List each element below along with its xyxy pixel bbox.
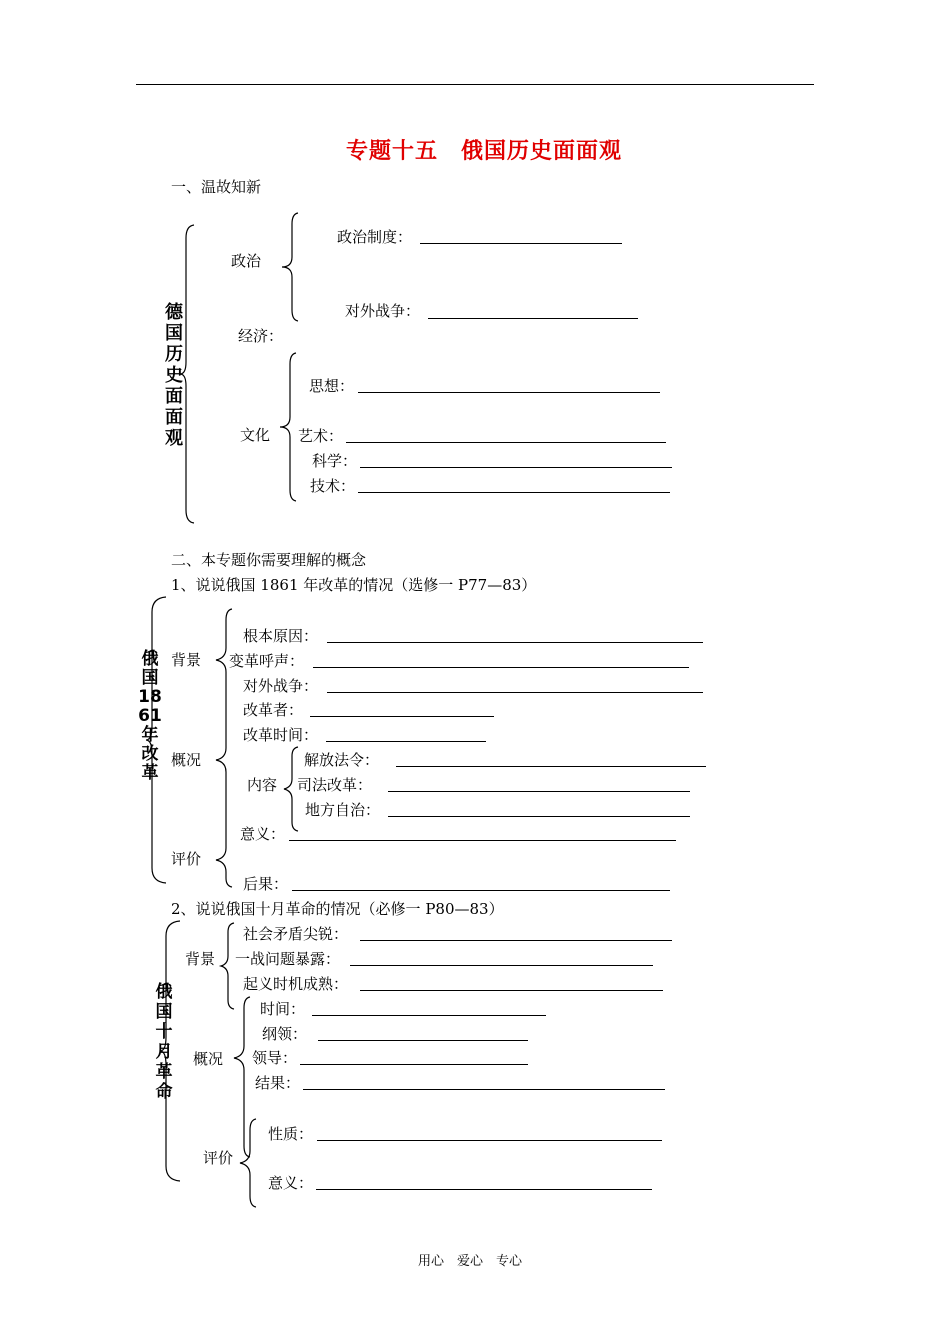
q2-evaluation-brace [238, 1118, 258, 1208]
reform-time-blank[interactable] [326, 741, 486, 742]
technology-label: 技术： [310, 477, 356, 495]
significance-1861-label: 意义： [240, 825, 286, 843]
local-autonomy-label: 地方自治： [305, 801, 381, 819]
thought-label: 思想： [309, 377, 355, 395]
content-label: 内容 [247, 776, 278, 794]
politics-system-label: 政治制度： [337, 228, 413, 246]
nature-label: 性质： [268, 1125, 314, 1143]
q1-background-label: 背景 [171, 651, 202, 669]
significance-1861-blank[interactable] [289, 840, 676, 841]
q1-heading: 1、说说俄国 1861 年改革的情况（选修一 P77—83） [171, 576, 537, 594]
leader-label: 领导： [252, 1049, 298, 1067]
program-blank[interactable] [318, 1040, 528, 1041]
foreign-war-label: 对外战争： [345, 302, 421, 320]
wwi-problem-blank[interactable] [350, 965, 653, 966]
q1-overview-label: 概况 [171, 751, 202, 769]
significance-october-blank[interactable] [316, 1189, 652, 1190]
consequence-label: 后果： [243, 875, 289, 893]
reform-call-label: 变革呼声： [229, 652, 305, 670]
uprising-ripe-blank[interactable] [360, 990, 663, 991]
leader-blank[interactable] [300, 1064, 528, 1065]
economy-label: 经济： [238, 327, 284, 345]
wwi-problem-label: 一战问题暴露： [235, 950, 341, 968]
politics-brace [280, 212, 300, 322]
art-blank[interactable] [346, 442, 666, 443]
emancipation-label: 解放法令： [304, 751, 380, 769]
foreign-war-blank[interactable] [428, 318, 638, 319]
q1-side-label: 俄国 1861 年改革 [138, 649, 162, 783]
art-label: 艺术： [298, 427, 344, 445]
significance-october-label: 意义： [268, 1174, 314, 1192]
q2-side-label: 俄国十月革命 [155, 982, 173, 1102]
foreign-war-1861-label: 对外战争： [243, 677, 319, 695]
foreign-war-1861-blank[interactable] [327, 692, 703, 693]
local-autonomy-blank[interactable] [388, 816, 690, 817]
culture-brace [278, 352, 298, 502]
root-cause-label: 根本原因： [243, 627, 319, 645]
section2-heading: 二、本专题你需要理解的概念 [171, 551, 367, 569]
reformer-label: 改革者： [243, 701, 304, 719]
reform-call-blank[interactable] [313, 667, 689, 668]
consequence-blank[interactable] [292, 890, 670, 891]
reformer-blank[interactable] [310, 716, 494, 717]
thought-blank[interactable] [358, 392, 660, 393]
judicial-label: 司法改革： [297, 776, 373, 794]
result-label: 结果： [255, 1074, 301, 1092]
time-blank[interactable] [312, 1015, 546, 1016]
result-blank[interactable] [303, 1089, 665, 1090]
nature-blank[interactable] [317, 1140, 662, 1141]
page-title: 专题十五 俄国历史面面观 [346, 139, 623, 164]
time-label: 时间： [260, 1000, 306, 1018]
technology-blank[interactable] [358, 492, 670, 493]
politics-system-blank[interactable] [420, 243, 622, 244]
q2-overview-label: 概况 [193, 1050, 224, 1068]
q1-evaluation-label: 评价 [171, 850, 202, 868]
q1-main-brace [214, 608, 234, 888]
program-label: 纲领： [262, 1025, 308, 1043]
page-footer: 用心 爱心 专心 [418, 1254, 523, 1269]
social-conflict-label: 社会矛盾尖锐： [243, 925, 349, 943]
politics-label: 政治 [231, 252, 262, 270]
judicial-blank[interactable] [388, 791, 690, 792]
science-blank[interactable] [360, 467, 672, 468]
section1-heading: 一、温故知新 [171, 178, 262, 196]
top-rule [136, 84, 814, 85]
social-conflict-blank[interactable] [360, 940, 672, 941]
section1-side-label: 德国历史面面观 [165, 302, 183, 449]
q2-evaluation-label: 评价 [203, 1149, 234, 1167]
q2-background-label: 背景 [185, 950, 216, 968]
emancipation-blank[interactable] [396, 766, 706, 767]
root-cause-blank[interactable] [327, 642, 703, 643]
science-label: 科学： [312, 452, 358, 470]
culture-label: 文化 [240, 426, 271, 444]
uprising-ripe-label: 起义时机成熟： [243, 975, 349, 993]
q2-heading: 2、说说俄国十月革命的情况（必修一 P80—83） [171, 900, 504, 918]
reform-time-label: 改革时间： [243, 726, 319, 744]
